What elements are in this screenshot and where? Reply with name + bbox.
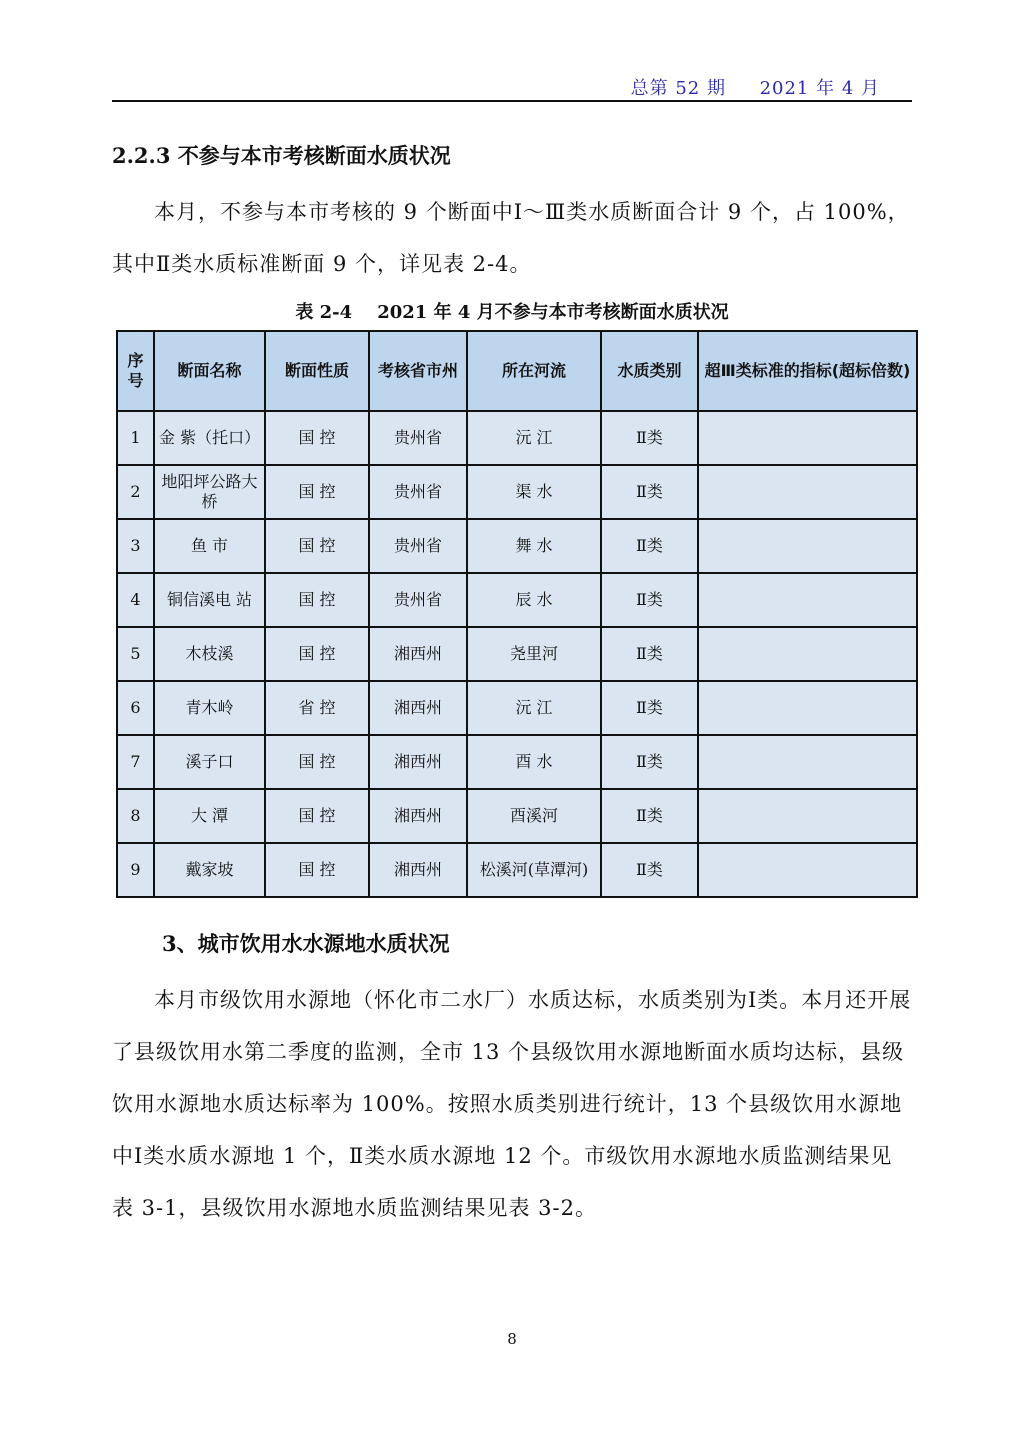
section-title: 2.2.3 不参与本市考核断面水质状况 xyxy=(112,143,451,168)
cell-section-type: 国 控 xyxy=(265,789,369,843)
cell-section-name: 铜信溪电 站 xyxy=(154,573,265,627)
cell-river: 酉溪河 xyxy=(467,789,601,843)
cell-region: 贵州省 xyxy=(369,465,467,519)
cell-river: 松溪河(草潭河) xyxy=(467,843,601,897)
col-assessment-region: 考核省市州 xyxy=(369,331,467,411)
cell-exceed xyxy=(698,519,917,573)
cell-water-class: Ⅱ类 xyxy=(601,735,698,789)
cell-exceed xyxy=(698,843,917,897)
cell-river: 辰 水 xyxy=(467,573,601,627)
cell-exceed xyxy=(698,681,917,735)
cell-section-type: 国 控 xyxy=(265,465,369,519)
table-caption: 表 2-4 2021 年 4 月不参与本市考核断面水质状况 xyxy=(295,302,729,323)
cell-water-class: Ⅱ类 xyxy=(601,465,698,519)
table-row xyxy=(117,681,917,735)
cell-seq: 9 xyxy=(117,843,154,897)
cell-seq: 6 xyxy=(117,681,154,735)
table-row xyxy=(117,573,917,627)
cell-seq: 2 xyxy=(117,465,154,519)
cell-seq: 1 xyxy=(117,411,154,465)
cell-section-type: 国 控 xyxy=(265,573,369,627)
issue-info: 总第 52 期 2021 年 4 月 xyxy=(630,78,880,99)
cell-seq: 3 xyxy=(117,519,154,573)
table-row xyxy=(117,789,917,843)
cell-section-name: 鱼 市 xyxy=(154,519,265,573)
table-header-row xyxy=(117,331,917,411)
cell-region: 湘西州 xyxy=(369,735,467,789)
cell-section-name: 金 紫（托口） xyxy=(154,411,265,465)
cell-section-name: 戴家坡 xyxy=(154,843,265,897)
table-row xyxy=(117,735,917,789)
cell-exceed xyxy=(698,627,917,681)
cell-region: 贵州省 xyxy=(369,411,467,465)
page-number: 8 xyxy=(507,1330,517,1348)
cell-water-class: Ⅱ类 xyxy=(601,681,698,735)
cell-section-type: 省 控 xyxy=(265,681,369,735)
cell-exceed xyxy=(698,735,917,789)
cell-region: 贵州省 xyxy=(369,573,467,627)
cell-section-name: 大 潭 xyxy=(154,789,265,843)
cell-section-type: 国 控 xyxy=(265,735,369,789)
cell-region: 湘西州 xyxy=(369,681,467,735)
cell-exceed xyxy=(698,789,917,843)
cell-water-class: Ⅱ类 xyxy=(601,519,698,573)
cell-section-name: 地阳坪公路大桥 xyxy=(154,465,265,519)
table-row xyxy=(117,627,917,681)
cell-section-name: 木枝溪 xyxy=(154,627,265,681)
cell-river: 尧里河 xyxy=(467,627,601,681)
cell-river: 渠 水 xyxy=(467,465,601,519)
table-row xyxy=(117,411,917,465)
cell-water-class: Ⅱ类 xyxy=(601,843,698,897)
cell-region: 贵州省 xyxy=(369,519,467,573)
col-section-type: 断面性质 xyxy=(265,331,369,411)
cell-section-type: 国 控 xyxy=(265,627,369,681)
cell-seq: 7 xyxy=(117,735,154,789)
cell-river: 沅 江 xyxy=(467,411,601,465)
col-section-name: 断面名称 xyxy=(154,331,265,411)
cell-region: 湘西州 xyxy=(369,789,467,843)
cell-water-class: Ⅱ类 xyxy=(601,573,698,627)
cell-section-type: 国 控 xyxy=(265,519,369,573)
cell-seq: 5 xyxy=(117,627,154,681)
cell-river: 沅 江 xyxy=(467,681,601,735)
subsection-paragraph-text: 本月市级饮用水源地（怀化市二水厂）水质达标，水质类别为Ⅰ类。本月还开展了县级饮用水第二季度的监测，全市 13 个县级饮用水源地断面水质均达标，县级饮用水源地水质达标率为 100%。按照水质类别进行统计，13 个县级饮用水源地中Ⅰ类水质水源地 1 个，Ⅱ类水质水源地 12 个。市级饮用水源地水质监测结果见表 3-1，县级饮用水源地水质监测结果见表 3-2。 xyxy=(112,988,912,1220)
table-row xyxy=(117,465,917,519)
cell-seq: 8 xyxy=(117,789,154,843)
table-row xyxy=(117,843,917,897)
water-quality-table xyxy=(116,330,918,898)
cell-river: 舞 水 xyxy=(467,519,601,573)
cell-water-class: Ⅱ类 xyxy=(601,789,698,843)
cell-water-class: Ⅱ类 xyxy=(601,411,698,465)
cell-section-type: 国 控 xyxy=(265,843,369,897)
cell-section-name: 青木岭 xyxy=(154,681,265,735)
col-exceed-indicators: 超Ⅲ类标准的指标(超标倍数) xyxy=(698,331,917,411)
page-header xyxy=(112,70,912,102)
section-paragraph xyxy=(112,186,912,290)
cell-region: 湘西州 xyxy=(369,843,467,897)
cell-exceed xyxy=(698,465,917,519)
col-water-class: 水质类别 xyxy=(601,331,698,411)
section-paragraph-text: 本月，不参与本市考核的 9 个断面中Ⅰ～Ⅲ类水质断面合计 9 个，占 100%，其中Ⅱ类水质标准断面 9 个，详见表 2-4。 xyxy=(112,200,910,276)
cell-exceed xyxy=(698,573,917,627)
cell-section-type: 国 控 xyxy=(265,411,369,465)
cell-river: 酉 水 xyxy=(467,735,601,789)
subsection-paragraph xyxy=(112,974,912,1234)
subsection-title: 3、城市饮用水水源地水质状况 xyxy=(162,931,450,956)
table-row xyxy=(117,519,917,573)
cell-water-class: Ⅱ类 xyxy=(601,627,698,681)
col-seq: 序号 xyxy=(117,331,154,411)
cell-section-name: 溪子口 xyxy=(154,735,265,789)
cell-seq: 4 xyxy=(117,573,154,627)
cell-exceed xyxy=(698,411,917,465)
col-river: 所在河流 xyxy=(467,331,601,411)
cell-region: 湘西州 xyxy=(369,627,467,681)
